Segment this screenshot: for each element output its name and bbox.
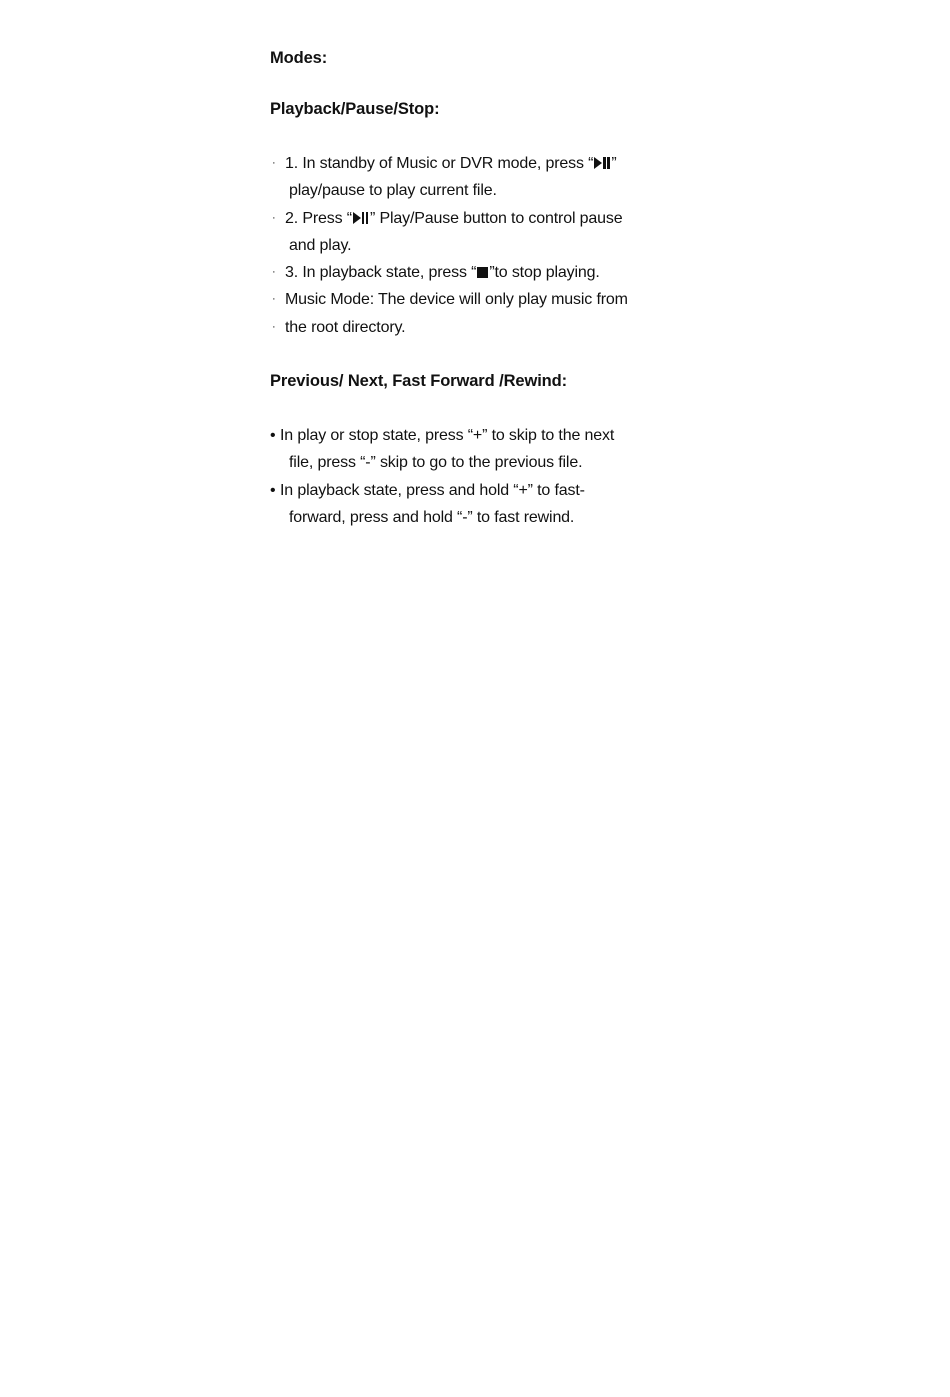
play-pause-icon <box>594 157 610 169</box>
bullet-dot: • <box>270 427 276 445</box>
navigation-instructions <box>270 422 690 531</box>
stop-icon <box>477 267 488 278</box>
music-mode-note-cont <box>270 314 690 341</box>
instruction-text: In play or stop state, press “+” to skip to the next <box>280 427 615 445</box>
fast-instruction <box>270 477 690 504</box>
modes-heading: Modes: <box>270 49 328 67</box>
step-text: ” <box>611 155 617 172</box>
fast-instruction-cont: forward, press and hold “-” to fast rewind. <box>289 508 575 526</box>
playback-step-2 <box>270 205 690 232</box>
play-pause-icon <box>353 212 369 224</box>
bullet-dot: · <box>272 266 276 279</box>
step-text: 1. In standby of Music or DVR mode, press “ <box>285 155 594 172</box>
instruction-text: In playback state, press and hold “+” to fast- <box>280 481 585 499</box>
note-text: Music Mode: The device will only play music from <box>285 291 628 309</box>
manual-page <box>270 46 690 531</box>
skip-instruction <box>270 422 690 449</box>
playback-step-2-cont: and play. <box>289 236 352 254</box>
step-text: 2. Press “ <box>285 209 352 227</box>
playback-step-1 <box>270 150 690 177</box>
music-mode-note <box>270 286 690 313</box>
bullet-dot: · <box>272 293 276 306</box>
step-text: ” Play/Pause button to control pause <box>369 209 623 227</box>
step-text: ”to stop playing. <box>489 264 600 282</box>
step-text: 3. In playback state, press “ <box>285 264 477 282</box>
bullet-dot: · <box>272 320 276 333</box>
playback-heading: Playback/Pause/Stop: <box>270 100 440 118</box>
playback-step-1-cont: play/pause to play current file. <box>289 182 497 200</box>
navigation-heading: Previous/ Next, Fast Forward /Rewind: <box>270 372 568 391</box>
skip-instruction-cont: file, press “-” skip to go to the previous file. <box>289 454 583 472</box>
playback-step-3 <box>270 259 690 286</box>
bullet-dot: · <box>272 211 276 224</box>
note-text: the root directory. <box>285 318 406 336</box>
bullet-dot: • <box>270 481 276 499</box>
bullet-dot: · <box>272 157 276 169</box>
playback-instructions <box>270 150 690 341</box>
